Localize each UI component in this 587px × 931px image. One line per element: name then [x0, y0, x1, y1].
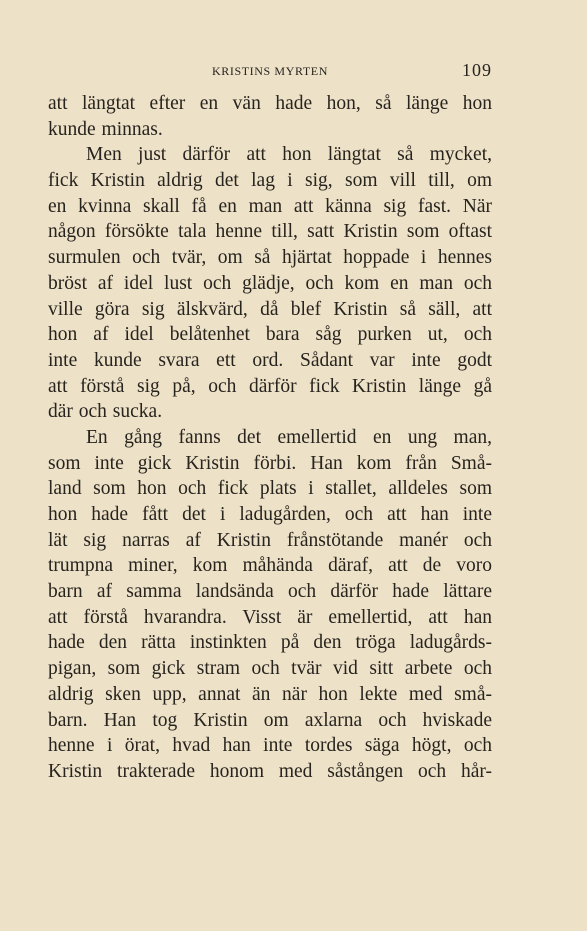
text-line: som inte gick Kristin förbi. Han kom från Små-	[48, 452, 492, 474]
text-line: ville göra sig älskvärd, då blef Kristin så säll, att	[48, 298, 492, 320]
text-line: pigan, som gick stram och tvär vid sitt arbete och	[48, 658, 492, 680]
text-line: där och sucka.	[48, 401, 163, 423]
text-line: kunde minnas.	[48, 118, 163, 140]
text-line: surmulen och tvär, om så hjärtat hoppade i hennes	[48, 247, 492, 269]
text-line: Men just därför att hon längtat så mycket,	[86, 144, 492, 166]
text-line: barn af samma landsända och därför hade lättare	[48, 581, 492, 603]
text-line: En gång fanns det emellertid en ung man,	[86, 426, 492, 448]
text-line: någon försökte tala henne till, satt Kristin som oftast	[48, 221, 492, 243]
text-line: land som hon och fick plats i stallet, alldeles som	[48, 478, 492, 500]
text-line: fick Kristin aldrig det lag i sig, som vill till, om	[48, 170, 492, 192]
text-line: bröst af idel lust och glädje, och kom en man och	[48, 272, 492, 294]
page-header	[48, 60, 492, 83]
text-line: hon af idel belåtenhet bara såg purken ut, och	[48, 324, 492, 346]
text-line: henne i örat, hvad han inte tordes säga högt, och	[48, 735, 492, 757]
text-line: att förstå hvarandra. Visst är emellertid, att han	[48, 606, 492, 628]
running-title: KRISTINS MYRTEN	[212, 64, 328, 78]
text-line: hade den rätta instinkten på den tröga ladugårds-	[48, 632, 492, 654]
text-line: aldrig sken upp, annat än när hon lekte med små-	[48, 683, 492, 705]
text-line: hon hade fått det i ladugården, och att han inte	[48, 504, 492, 525]
page-number: 109	[462, 60, 492, 80]
text-line: barn. Han tog Kristin om axlarna och hviskade	[48, 709, 492, 731]
text-line: att förstå sig på, och därför fick Kristin länge gå	[48, 375, 492, 397]
text-line: att längtat efter en vän hade hon, så länge hon	[48, 93, 492, 114]
text-line: inte kunde svara ett ord. Sådant var inte godt	[48, 349, 492, 371]
text-line: Kristin trakterade honom med såstången och hår-	[48, 760, 492, 782]
text-line: lät sig narras af Kristin frånstötande manér och	[48, 529, 492, 551]
text-line: trumpna miner, kom måhända däraf, att de voro	[48, 555, 492, 577]
body-text	[48, 91, 492, 785]
text-line: en kvinna skall få en man att känna sig fast. När	[48, 195, 492, 217]
